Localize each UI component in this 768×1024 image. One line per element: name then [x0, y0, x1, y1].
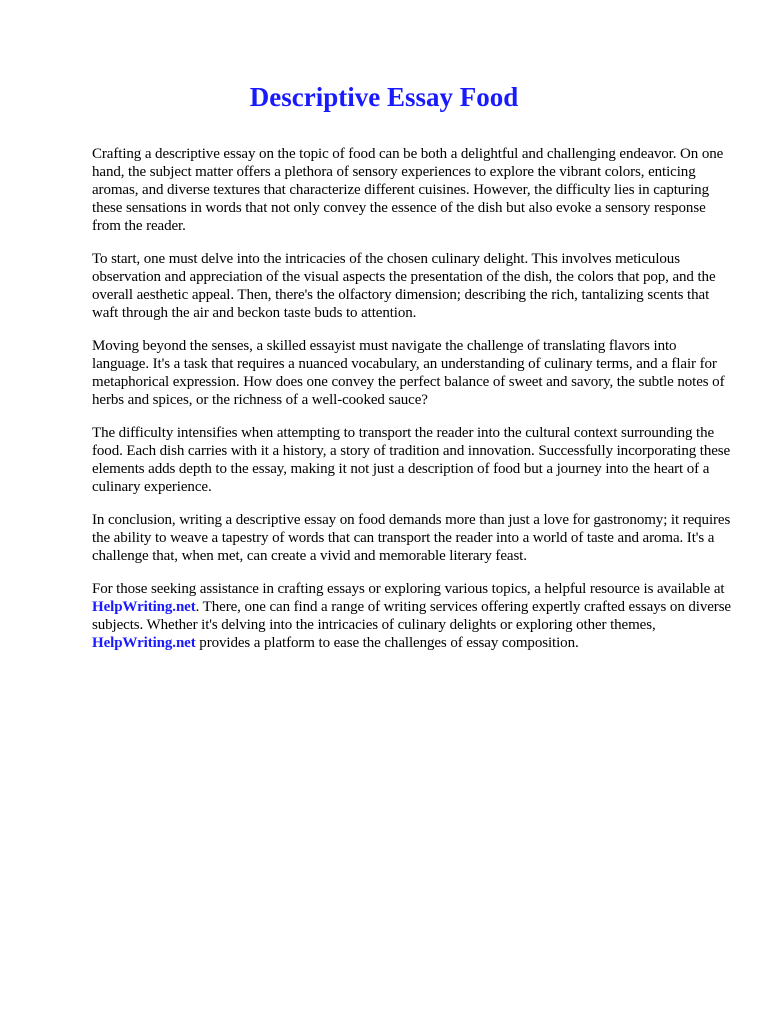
helpwriting-link-2[interactable]: HelpWriting.net: [92, 635, 196, 651]
paragraph-4: The difficulty intensifies when attempting to transport the reader into the cultural context surrounding the food. Each dish carries with it a history, a story of tradition and innovation. Successfully incorporating these elements adds depth to the essay, making it not just a description of food but a journey into the heart of a culinary experience.: [92, 425, 731, 495]
closing-paragraph: [92, 580, 732, 652]
paragraph-2: To start, one must delve into the intricacies of the chosen culinary delight. This involves meticulous observation and appreciation of the visual aspects the presentation of the dish, the colors that pop, and the overall aesthetic appeal. Then, there's the olfactory dimension; describing the rich, tantalizing scents that waft through the air and beckon taste buds to attention.: [92, 251, 716, 321]
closing-text-1: For those seeking assistance in crafting essays or exploring various topics, a helpful resource is available at: [92, 581, 725, 597]
paragraph-5: In conclusion, writing a descriptive essay on food demands more than just a love for gastronomy; it requires the ability to weave a tapestry of words that can transport the reader into a world of taste and aroma. It's a challenge that, when met, can create a vivid and memorable literary feast.: [92, 512, 731, 564]
helpwriting-link-1[interactable]: HelpWriting.net: [92, 599, 196, 615]
paragraph-3: Moving beyond the senses, a skilled essayist must navigate the challenge of translating flavors into language. It's a task that requires a nuanced vocabulary, an understanding of culinary terms, and a flair for metaphorical expression. How does one convey the perfect balance of sweet and savory, the subtle notes of herbs and spices, or the richness of a well-cooked sauce?: [92, 338, 725, 408]
paragraph-1: Crafting a descriptive essay on the topic of food can be both a delightful and challenging endeavor. On one hand, the subject matter offers a plethora of sensory experiences to explore the vibrant colors, enticing aromas, and diverse textures that characterize different cuisines. However, the difficulty lies in capturing these sensations in words that not only convey the essence of the dish but also evoke a sensory response from the reader.: [92, 146, 724, 234]
closing-text-2: . There, one can find a range of writing services offering expertly crafted essays on diverse subjects. Whether it's delving into the intricacies of culinary delights or exploring other themes,: [92, 599, 731, 633]
essay-body: [92, 145, 732, 667]
closing-text-3: provides a platform to ease the challenges of essay composition.: [195, 635, 579, 651]
page-title: Descriptive Essay Food: [249, 82, 519, 112]
